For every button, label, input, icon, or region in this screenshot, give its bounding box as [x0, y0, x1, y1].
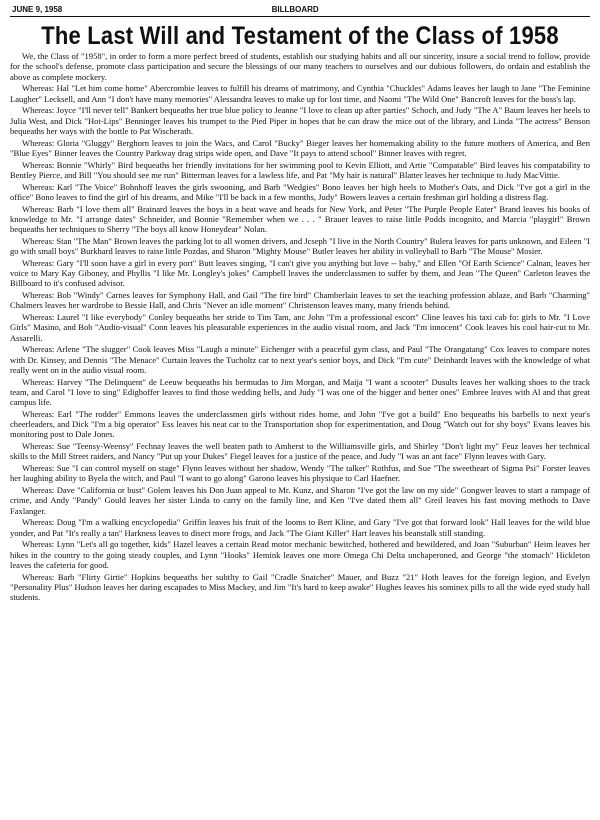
article-paragraph: Whereas: Harvey "The Delinquent" de Leeuw bequeaths his bermudas to Jim Morgan, and Maija "I want a scooter" Dusults leaves her walking shoes to the track team, and Carol "I love to sing" Edighoffer leaves to find those wedding bells, and Judy "I was one of the bigger and better ones" Embree leaves with Al and that great campus life.: [10, 376, 590, 408]
article-paragraph: Whereas: Arlene "The slugger" Cook leaves Miss "Laugh a minute" Eichenger with a peaceful gym class, and Paul "The Orangatang" Cox leaves to compare notes with Dr. Kinsey, and Dennis "The Menace" Curtain leaves the Tucholtz car to next year's senior boys, and Dick "I'm cute" Deinhardt leaves with the knowledge of what really went on in the audio visual room.: [10, 344, 590, 375]
article-paragraph: Whereas: Barb "I love them all" Brainard leaves the boys in a heat wave and heads for New York, and Peter "The Purple People Eater" Brand leaves his books of knowledge to Mr. "I arrange dates" Schneider, and Bonnie "Remember when we . . . " Brauer leaves to raise little Podds incognito, and Marcia "playgirl" Brown bequeaths her techniques to Sherry "The boys all know Honeydear" Nolan.: [10, 203, 590, 235]
article-paragraph: Whereas: Gary "I'll soon have a girl in every port" Butt leaves singing, "I can't give you anything but love -- baby," and Ellen "Of Earth Science" Calnan, leaves her voice to Mary Kay Giboney, and Phyllis "I like Mr. Longley's jokes" Campbell leaves the underclassmen to suffer by them, and Jean "The Queen" Carleton leaves the Billboard to it's confused advisor.: [10, 257, 590, 289]
page-header: [10, 2, 590, 17]
article-paragraph: Whereas: Sue "Teensy-Weensy" Fechnay leaves the well beaten path to Amherst to the Williamsville girls, and Shirley "Don't light my" Feuz leaves her technical skills to the Mill Street raiders, and Nancy "Put up your Dukes" Fiegel leaves for a justice of the peace, and Judy "I was an ant face" Flynn leaves with Gary.: [10, 441, 590, 462]
article-paragraph: Whereas: Bob "Windy" Carnes leaves for Symphony Hall, and Gail "The fire bird" Chamberlain leaves to set the teaching profession ablaze, and Barb "Charming" Chalmers leaves her wardrobe to Bessie Hall, and Chris "Never an idle moment" Christenson leaves many, many friends behind.: [10, 290, 590, 311]
article-paragraph: Whereas: Sue "I can control myself on stage" Flynn leaves without her shadow, Wendy "The talker" Rothfus, and Sue "The sweetheart of Sigma Psi" Forster leaves her laughing ability to Byela the witch, and Paul "I want to go along" Garono leaves his physique to Carl Haefner.: [10, 463, 590, 484]
article-paragraph: Whereas: Dave "California or bust" Golem leaves his Don Juan appeal to Mr. Kunz, and Sharon "I've got the law on my side" Gongwer leaves to start a rampage of crime, and Andy "Pandy" Gould leaves her sister Linda to carry on the family line, and Ken "I've dated them all" Greil leaves his fast moving methods to Dave Faxlanger.: [10, 485, 590, 516]
article-paragraph: Whereas: Joyce "I'll never tell" Bankert bequeaths her true blue policy to Jeanne "I love to clean up after parties" Schoch, and Judy "The A" Baum leaves her heels to Julia West, and Dick "Hot-Lips" Benninger leaves his trumpet to the Pied Piper in hopes that he can draw the mice out of the library, and Linda "The actress" Benson bequeaths her ways with the bottle to Pat Wischerath.: [10, 105, 590, 136]
article-body: [10, 51, 590, 603]
article-paragraph: Whereas: Gloria "Gluggy" Berghorn leaves to join the Wacs, and Carol "Bucky" Bieger leaves her homemaking ability to the future mothers of America, and Ben "Blue Eyes" Binner leaves the Country Parkway drag strips wide open, and Dave "It pays to attend school" Binner leaves with regret.: [10, 137, 590, 158]
article-paragraph: Whereas: Lynn "Let's all go together, kids" Hazel leaves a certain Read motor mechanic bewitched, bothered and bewildered, and Joan "Suburban" Heim leaves her hikes in the country to the going steady couples, and Lynn "Hooks" Hemink leaves one more Omega Chi Delta unchaperoned, and George "the stomach" Hickleton leaves the cafeteria for good.: [10, 539, 590, 570]
article-paragraph: Whereas: Earl "The rodder" Emmons leaves the underclassmen girls without rides home, and John "I've got a build" Eno bequeaths his barbells to next year's cheerleaders, and Dick "I'm a big operator" Ess leaves his neat car to the Transportation shop for experimentation, and Doug "Watch out for shy boys" Evans leaves his monitoring post to Dale Jones.: [10, 408, 590, 440]
issue-date: JUNE 9, 1958: [12, 5, 63, 14]
article-paragraph: Whereas: Bonnie "Whirly" Bird bequeaths her friendly invitations for her swimming pool to Kevin Elliott, and Artie "Compatable" Bird leaves his compatability to Bentley Pierce, and Bill "You should see me run" Bitterman leaves for a lawless life, and Pat "My hair is natural" Blatter leaves her technique to Judy MacVittie.: [10, 159, 590, 180]
article-paragraph: Whereas: Laurel "I like everybody" Conley bequeaths her stride to Tim Tam, anc John "I'm a professional escort" Cline leaves his taxi cab fo: girls to Mr. "I Love Girls" Masino, and Bob "Audio-visual" Conn leaves his pleasurable experiences in the audio visual room, and Jack "I'm innocent" Cook leaves his cool hair-cut to Mr. Assarelli.: [10, 312, 590, 343]
article-paragraph: Whereas: Barb "Flirty Girtie" Hopkins bequeaths her subtlty to Gail "Cradle Snatcher" Mauer, and Buzz "21" Hoth leaves for the foreign legion, and Evelyn "Personality Plus" Hudson leaves her daring escapades to Miss Mackey, and Jim "It's hard to keep awake" Hughes leaves his sominex pills to all the wide eyed study hall students.: [10, 571, 590, 603]
article-title: The Last Will and Testament of the Class of 1958: [41, 21, 559, 50]
article-paragraph: We, the Class of "1958", in order to form a more perfect breed of students, establish our studying habits and all our sincerity, insure a social trend to follow, provide for the school's defense, promote class participation and secure the blessings of our many teachers to ourselves and our dubious followers, do ordain and establish the above as complete mockery.: [10, 51, 590, 82]
article-paragraph: Whereas: Doug "I'm a walking encyclopedia" Griffin leaves his fruit of the looms to Bert Kline, and Gary "I've got that forward look" Hall leaves for the wild blue yonder, and Pat "It's really a tan" Harkness leaves to disect more frogs, and Jack "The Giant Killer" Hart leaves his beanstalk still standing.: [10, 517, 590, 538]
article-paragraph: Whereas: Hal "Let him come home" Abercrombie leaves to fulfill his dreams of matrimony, and Cynthia "Chuckles" Adams leaves her laugh to Jane "The Feminine Laugher" Lecksell, and Ann "I don't have many memories" Alessandra leaves to make up for lost time, and Naomi "The Wild One" Bancroft leaves for the boss's lap.: [10, 83, 590, 104]
article-paragraph: Whereas: Stan "The Man" Brown leaves the parking lot to all women drivers, and Jcseph "I live in the North Country" Bulera leaves for parts unknown, and Eileen "I go with small boys" Burkhard leaves to raise little Pozdas, and Sharon "Mighty Mouse" Butler leaves her ability in volleyball to Barb "The Mouse" Mosier.: [10, 235, 590, 257]
publication-name: BILLBOARD: [271, 5, 319, 14]
article-paragraph: Whereas: Karl "The Voice" Bohnhoff leaves the girls swooning, and Barb "Wedgies" Bono leaves her high heels to Mother's Oats, and Dick "I've got a girl in the office" Bono leaves to find the girl of his dreams, and Mike "I'll be back in a few months, Judy" Bowers leaves a certain freshman girl holding a distress flag.: [10, 181, 590, 202]
